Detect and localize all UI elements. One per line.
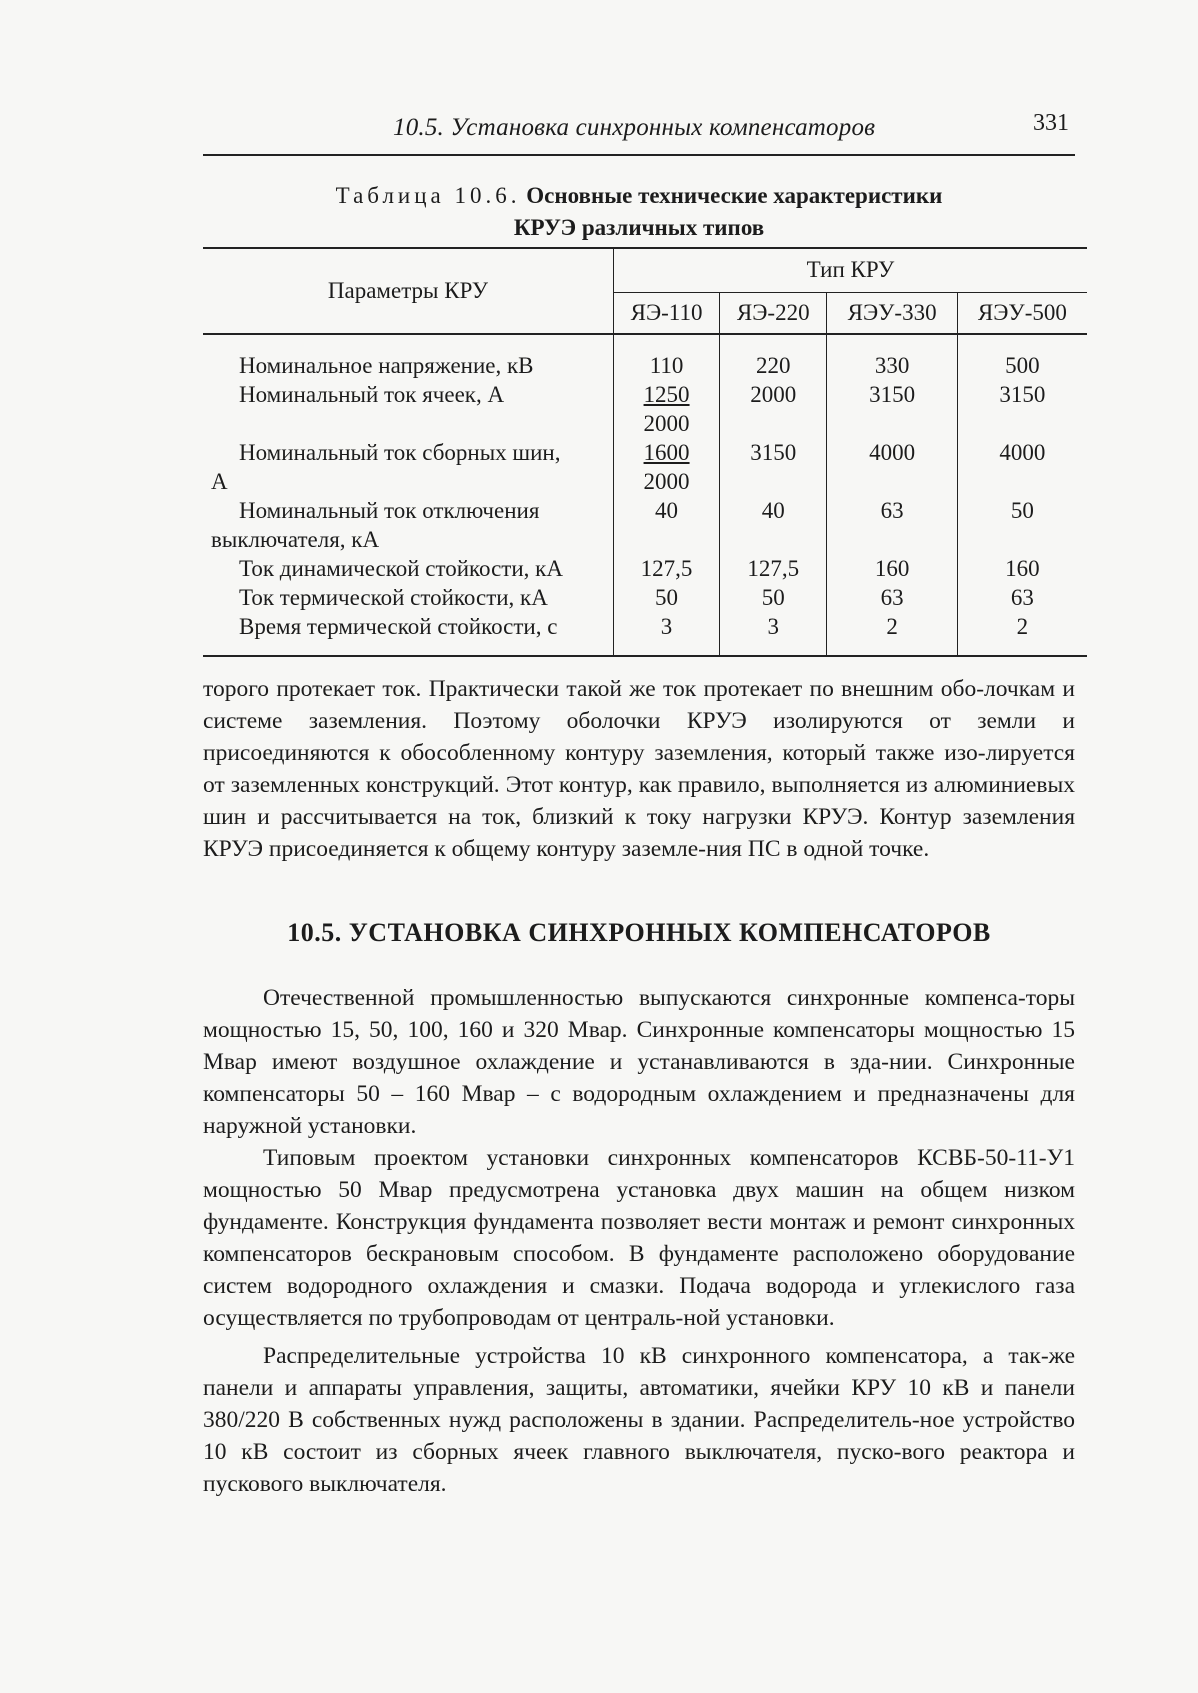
table-cell: 4000 (999, 440, 1046, 465)
table-cell (614, 438, 720, 496)
row-param: Номинальный ток отключения (239, 498, 540, 523)
table-cell: 3150 (827, 380, 957, 438)
type-column-header: Тип КРУ (614, 248, 1088, 292)
table-row (203, 612, 1087, 656)
table-cell: 160 (827, 554, 957, 583)
table-cell: 3 (720, 612, 827, 656)
paragraph: Типовым проектом установки синхронных компенсаторов КСВБ-50-11-У1 мощностью 50 Мвар предусмотрена установка двух машин на общем низком фундаменте. Конструкция фундамента позволяет вести монтаж и ремонт синхронных компенсаторов бескрановым способом. В фундаменте расположено оборудование систем водородного охлаждения и смазки. Подача водорода и углекислого газа осуществляется по трубопроводам от централь-ной установки. (203, 1145, 1075, 1331)
row-param: Номинальный ток сборных шин, (239, 440, 561, 465)
body-text-section (203, 982, 1075, 1500)
specifications-table (203, 247, 1087, 657)
row-param: Номинальный ток ячеек, А (239, 382, 505, 407)
table-cell: 160 (1005, 556, 1040, 581)
row-param: Ток термической стойкости, кА (239, 585, 548, 610)
table-cell: 110 (614, 351, 720, 380)
table-cell: 127,5 (720, 554, 827, 583)
table-row (203, 380, 1087, 438)
table-cell: 2 (957, 612, 1087, 656)
running-header (203, 108, 1075, 156)
table-cell: 500 (1005, 353, 1040, 378)
row-param: Ток динамической стойкости, кА (239, 556, 563, 581)
table-cell: 63 (827, 496, 957, 554)
row-param: Номинальное напряжение, кВ (239, 353, 534, 378)
table-cell: 2000 (720, 380, 827, 438)
table-row (203, 554, 1087, 583)
cell-value-extra: 2000 (643, 469, 690, 494)
table-cell: 40 (614, 496, 720, 554)
column-header: ЯЭУ-500 (957, 292, 1087, 334)
paragraph: торого протекает ток. Практически такой же ток протекает по внешним обо-лочкам и системе заземления. Поэтому оболочки КРУЭ изолируются от земли и присоединяются к обособленному контуру заземления, который также изо-лируется от заземленных конструкций. Этот контур, как правило, выполняется из алюминиевых шин и рассчитывается на ток, близкий к току нагрузки КРУЭ. Контур заземления КРУЭ присоединяется к общему контуру заземле-ния ПС в одной точке. (203, 676, 1075, 862)
row-param: Время термической стойкости, с (239, 614, 558, 639)
row-param-continuation: выключателя, кА (211, 527, 380, 552)
table-row (203, 351, 1087, 380)
cell-value: 1600 (643, 440, 690, 465)
table-cell: 3150 (999, 382, 1046, 407)
table-caption-title-line2: КРУЭ различных типов (513, 215, 765, 240)
table-caption (203, 180, 1075, 244)
column-header: ЯЭУ-330 (827, 292, 957, 334)
param-column-header: Параметры КРУ (203, 248, 614, 334)
column-header: ЯЭ-220 (720, 292, 827, 334)
table-cell: 50 (1010, 498, 1034, 523)
column-header: ЯЭ-110 (614, 292, 720, 334)
paragraph: Распределительные устройства 10 кВ синхронного компенсатора, а так-же панели и аппараты управления, защиты, автоматики, ячейки КРУ 10 кВ и панели 380/220 В собственных нужд расположены в здании. Распределитель-ное устройство 10 кВ состоит из сборных ячеек главного выключателя, пуско-вого реактора и пускового выключателя. (203, 1343, 1075, 1497)
table-cell: 4000 (827, 438, 957, 496)
table-row (203, 438, 1087, 496)
table-cell (614, 380, 720, 438)
table-cell: 63 (1010, 585, 1034, 610)
running-title: 10.5. Установка синхронных компенсаторов (393, 114, 876, 141)
body-text-continuation (203, 673, 1075, 865)
cell-value-extra: 2000 (643, 411, 690, 436)
table-cell: 3 (614, 612, 720, 656)
table-cell: 63 (827, 583, 957, 612)
table-cell: 2 (827, 612, 957, 656)
table-cell: 330 (827, 351, 957, 380)
table-cell: 3150 (720, 438, 827, 496)
cell-value: 1250 (643, 382, 690, 407)
paragraph: Отечественной промышленностью выпускаются синхронные компенса-торы мощностью 15, 50, 100, 160 и 320 Мвар. Синхронные компенсаторы мощностью 15 Мвар имеют воздушное охлаждение и устанавливаются в зда-нии. Синхронные компенсаторы 50 – 160 Мвар – с водородным охлаждением и предназначены для наружной установки. (203, 985, 1075, 1139)
table-caption-title-line1: Основные технические характеристики (526, 183, 943, 208)
page-number: 331 (1033, 110, 1069, 136)
table-cell: 127,5 (614, 554, 720, 583)
table-cell: 50 (614, 583, 720, 612)
table-row (203, 583, 1087, 612)
table-caption-label: Таблица 10.6. (335, 183, 521, 208)
table-cell: 40 (720, 496, 827, 554)
section-heading: 10.5. УСТАНОВКА СИНХРОННЫХ КОМПЕНСАТОРОВ (287, 918, 991, 947)
table-row (203, 496, 1087, 554)
row-param-continuation: А (211, 469, 228, 494)
table-cell: 50 (720, 583, 827, 612)
table-cell: 220 (720, 351, 827, 380)
